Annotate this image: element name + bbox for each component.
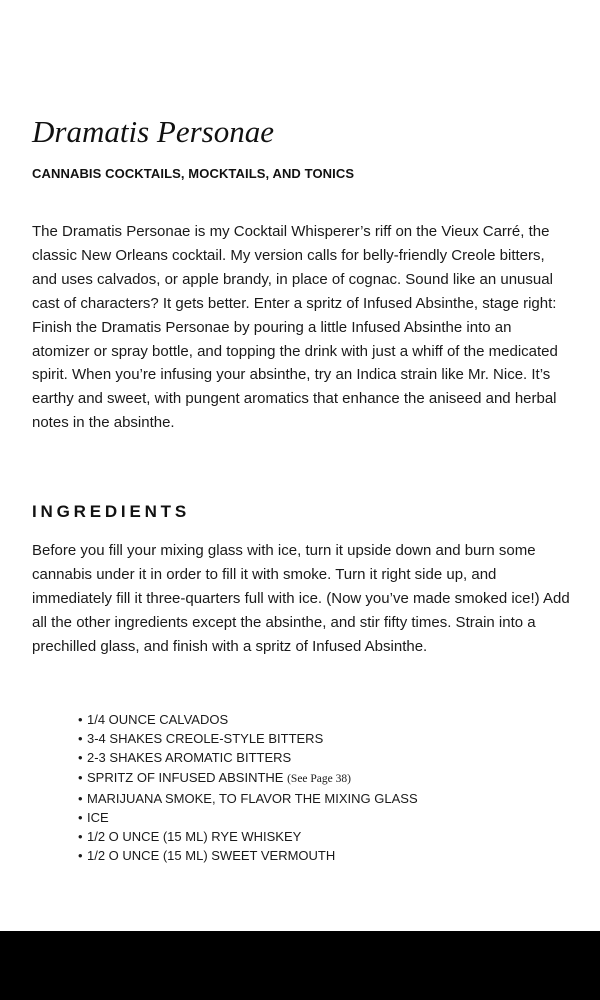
footer-bar bbox=[0, 931, 600, 1000]
ingredient-text: 1/4 OUNCE CALVADOS bbox=[87, 712, 229, 727]
bullet-icon: • bbox=[78, 769, 83, 785]
ingredient-text: 3-4 SHAKES CREOLE-STYLE BITTERS bbox=[87, 731, 324, 747]
ingredient-item bbox=[78, 789, 418, 808]
ingredient-item bbox=[78, 748, 418, 767]
bullet-icon: • bbox=[78, 810, 83, 826]
method-paragraph: Before you fill your mixing glass with ice, turn it upside down and burn some cannabis under it in order to fill it with smoke. Turn it right side up, and immediately fill it three-quarters full with ice. (Now you’ve made smoked ice!) Add all the other ingredients except the absinthe, and stir fifty times. Strain into a prechilled glass, and finish with a spritz of Infused Absinthe. bbox=[32, 542, 570, 655]
ingredient-item bbox=[78, 827, 418, 846]
ingredients-heading: INGREDIENTS bbox=[32, 502, 190, 521]
ingredient-text: 1/2 O UNCE (15 ML) SWEET VERMOUTH bbox=[87, 848, 336, 864]
bullet-icon: • bbox=[78, 829, 83, 845]
ingredient-item bbox=[78, 729, 418, 748]
ingredient-text: 2-3 SHAKES AROMATIC BITTERS bbox=[87, 750, 292, 766]
book-subtitle: CANNABIS COCKTAILS, MOCKTAILS, AND TONICS bbox=[32, 166, 355, 181]
ingredient-text: SPRITZ OF INFUSED ABSINTHE bbox=[87, 769, 284, 785]
recipe-intro-paragraph: The Dramatis Personae is my Cocktail Whisperer’s riff on the Vieux Carré, the classic New Orleans cocktail. My version calls for belly-friendly Creole bitters, and uses calvados, or apple brandy, in place of cognac. Sound like an unusual cast of characters? It gets better. Enter a spritz of Infused Absinthe, stage right: Finish the Dramatis Personae by pouring a little Infused Absinthe into an atomizer or spray bottle, and topping the drink with just a whiff of the medicated spirit. When you’re infusing your absinthe, try an Indica strain like Mr. Nice. It’s earthy and sweet, with pungent aromatics that enhance the aniseed and herbal notes in the absinthe. bbox=[32, 223, 558, 432]
page-reference-note: (See Page 38) bbox=[287, 772, 351, 785]
ingredient-list bbox=[78, 710, 418, 866]
bullet-icon: • bbox=[78, 731, 83, 747]
recipe-title: Dramatis Personae bbox=[32, 114, 274, 149]
bullet-icon: • bbox=[78, 750, 83, 766]
bullet-icon: • bbox=[78, 790, 83, 806]
bullet-icon: • bbox=[78, 712, 83, 727]
ingredient-text: ICE bbox=[87, 810, 109, 826]
ingredient-item bbox=[78, 846, 418, 865]
ingredient-item bbox=[78, 808, 418, 827]
ingredient-text: MARIJUANA SMOKE, TO FLAVOR THE MIXING GLASS bbox=[87, 790, 418, 806]
ingredient-item bbox=[78, 710, 418, 729]
ingredient-text: 1/2 O UNCE (15 ML) RYE WHISKEY bbox=[87, 829, 302, 845]
bullet-icon: • bbox=[78, 848, 83, 864]
ingredient-item bbox=[78, 768, 418, 789]
